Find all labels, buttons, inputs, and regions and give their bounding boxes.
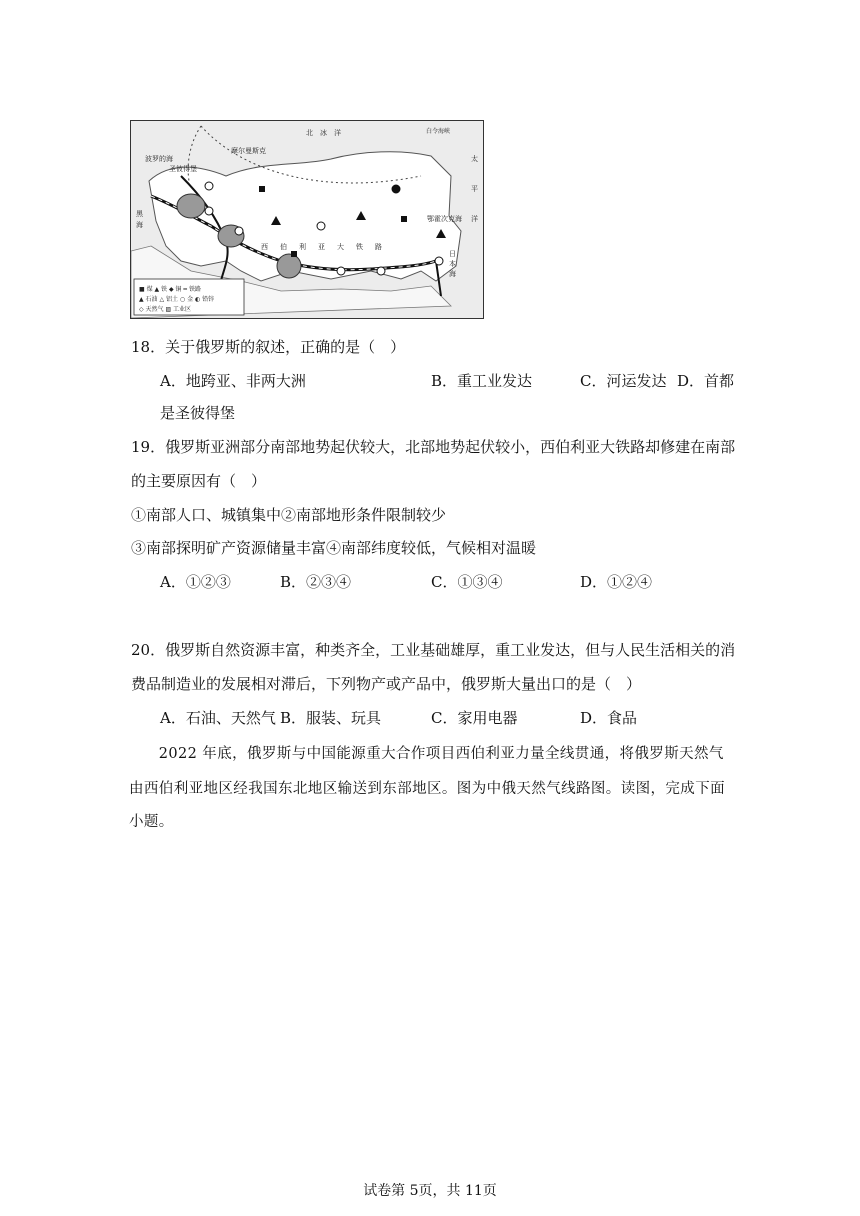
coal-symbol: [401, 216, 407, 222]
q19-option-c: C．①③④: [431, 573, 503, 591]
legend-line-2: ▲ 石油 △ 铝土 ○ 金 ◐ 铅锌: [139, 296, 215, 303]
q19-stem-line1: 19．俄罗斯亚洲部分南部地势起伏较大，北部地势起伏较小，西伯利亚大铁路却修建在南部: [131, 438, 736, 456]
label-baltic: 波罗的海: [145, 155, 173, 163]
page-footer: 试卷第 5页，共 11页: [363, 1183, 497, 1199]
passage-line-3: 小题。: [129, 814, 174, 830]
q19-statement-1-2: ①南部人口、城镇集中②南部地形条件限制较少: [131, 506, 447, 524]
label-stpete: 圣彼得堡: [169, 165, 197, 173]
industry-zone-kuzbass: [277, 254, 301, 278]
label-murmansk: 摩尔曼斯克: [231, 147, 266, 155]
label-pacific-2: 平: [471, 185, 478, 193]
label-japan-sea-3: 海: [449, 270, 456, 278]
map-graphic: [131, 121, 483, 318]
city-marker: [205, 207, 213, 215]
q18-option-b: B．重工业发达: [431, 372, 533, 390]
label-siberian-railway: 西伯利亚大铁路: [261, 243, 394, 251]
q20-stem-line1: 20．俄罗斯自然资源丰富，种类齐全，工业基础雄厚，重工业发达，但与人民生活相关的消: [131, 641, 736, 659]
legend-line-3: ◇ 天然气 ▨ 工业区: [139, 306, 192, 313]
q20-option-a: A．石油、天然气: [160, 709, 276, 727]
coal-symbol: [259, 186, 265, 192]
passage-line-2: 由西伯利亚地区经我国东北地区输送到东部地区。图为中俄天然气线路图。读图，完成下面: [129, 781, 725, 797]
q18-stem: 18．关于俄罗斯的叙述，正确的是（ ）: [131, 338, 406, 356]
label-black-sea: 黑: [136, 210, 143, 218]
label-bering: 白令海峡: [426, 128, 451, 135]
q20-option-c: C．家用电器: [431, 709, 518, 727]
q18-option-c: C．河运发达: [580, 372, 667, 390]
q20-option-b: B．服装、玩具: [280, 709, 382, 727]
gold-symbol: [317, 222, 325, 230]
label-arctic-ocean: 北 冰 洋: [306, 129, 341, 137]
q19-option-d: D．①②④: [580, 573, 653, 591]
industry-zone-west: [177, 194, 205, 218]
passage-line-1: 2022 年底，俄罗斯与中国能源重大合作项目西伯利亚力量全线贯通，将俄罗斯天然气: [129, 746, 724, 762]
q20-stem-line2: 费品制造业的发展相对滞后，下列物产或产品中，俄罗斯大量出口的是（ ）: [131, 675, 642, 693]
city-marker: [337, 267, 345, 275]
q19-option-b: B．②③④: [280, 573, 352, 591]
gold-symbol: [392, 185, 400, 193]
label-japan-sea-2: 本: [449, 260, 456, 268]
city-marker: [377, 267, 385, 275]
coal-symbol: [291, 251, 297, 257]
q19-option-a: A．①②③: [160, 573, 231, 591]
legend-line-1: ■ 煤 ▲ 铁 ◆ 铜 ━ 铁路: [139, 286, 201, 293]
q18-option-a: A．地跨亚、非两大洲: [160, 372, 306, 390]
city-marker: [235, 227, 243, 235]
label-pacific-3: 洋: [471, 215, 478, 223]
q19-statement-3-4: ③南部探明矿产资源储量丰富④南部纬度较低，气候相对温暖: [131, 539, 537, 557]
q18-option-d: D．首都: [677, 372, 735, 390]
label-pacific: 太: [471, 155, 478, 163]
russia-resource-map: [130, 120, 484, 319]
city-marker: [435, 257, 443, 265]
q20-option-d: D．食品: [580, 709, 638, 727]
label-okhotsk: 鄂霍次克海: [427, 215, 462, 223]
q18-option-d-continued: 是圣彼得堡: [160, 404, 236, 422]
q19-stem-line2: 的主要原因有（ ）: [131, 472, 267, 490]
label-japan-sea: 日: [449, 250, 456, 258]
label-black-sea-2: 海: [136, 221, 143, 229]
city-marker: [205, 182, 213, 190]
